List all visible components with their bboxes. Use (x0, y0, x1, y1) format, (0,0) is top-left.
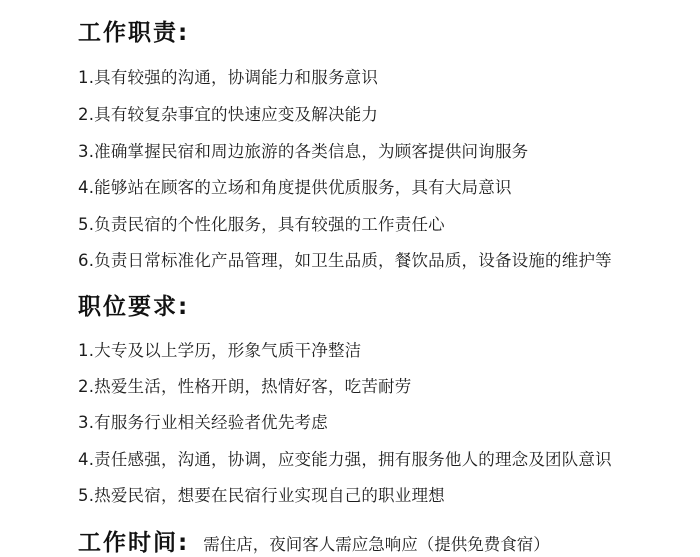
duty-item-4: 4.能够站在顾客的立场和角度提供优质服务，具有大局意识 (78, 178, 512, 197)
duty-item-1: 1.具有较强的沟通，协调能力和服务意识 (78, 68, 379, 87)
requirement-item-5: 5.热爱民宿，想要在民宿行业实现自己的职业理想 (78, 486, 445, 505)
hours-heading: 工作时间: (78, 530, 190, 556)
requirement-item-2: 2.热爱生活，性格开朗，热情好客，吃苦耐劳 (78, 377, 412, 396)
duty-item-6: 6.负责日常标准化产品管理，如卫生品质，餐饮品质，设备设施的维护等 (78, 251, 612, 270)
requirement-item-1: 1.大专及以上学历，形象气质干净整洁 (78, 341, 362, 360)
hours-note: 需住店，夜间客人需应急响应（提供免费食宿） (203, 535, 550, 554)
requirement-item-3: 3.有服务行业相关经验者优先考虑 (78, 413, 328, 432)
duty-item-3: 3.准确掌握民宿和周边旅游的各类信息，为顾客提供问询服务 (78, 142, 529, 161)
duties-heading: 工作职责: (78, 20, 190, 46)
requirement-item-4: 4.责任感强，沟通，协调，应变能力强，拥有服务他人的理念及团队意识 (78, 450, 612, 469)
duty-item-5: 5.负责民宿的个性化服务，具有较强的工作责任心 (78, 215, 445, 234)
hours-row (78, 524, 550, 557)
requirements-heading: 职位要求: (78, 294, 190, 320)
duty-item-2: 2.具有较复杂事宜的快速应变及解决能力 (78, 105, 379, 124)
